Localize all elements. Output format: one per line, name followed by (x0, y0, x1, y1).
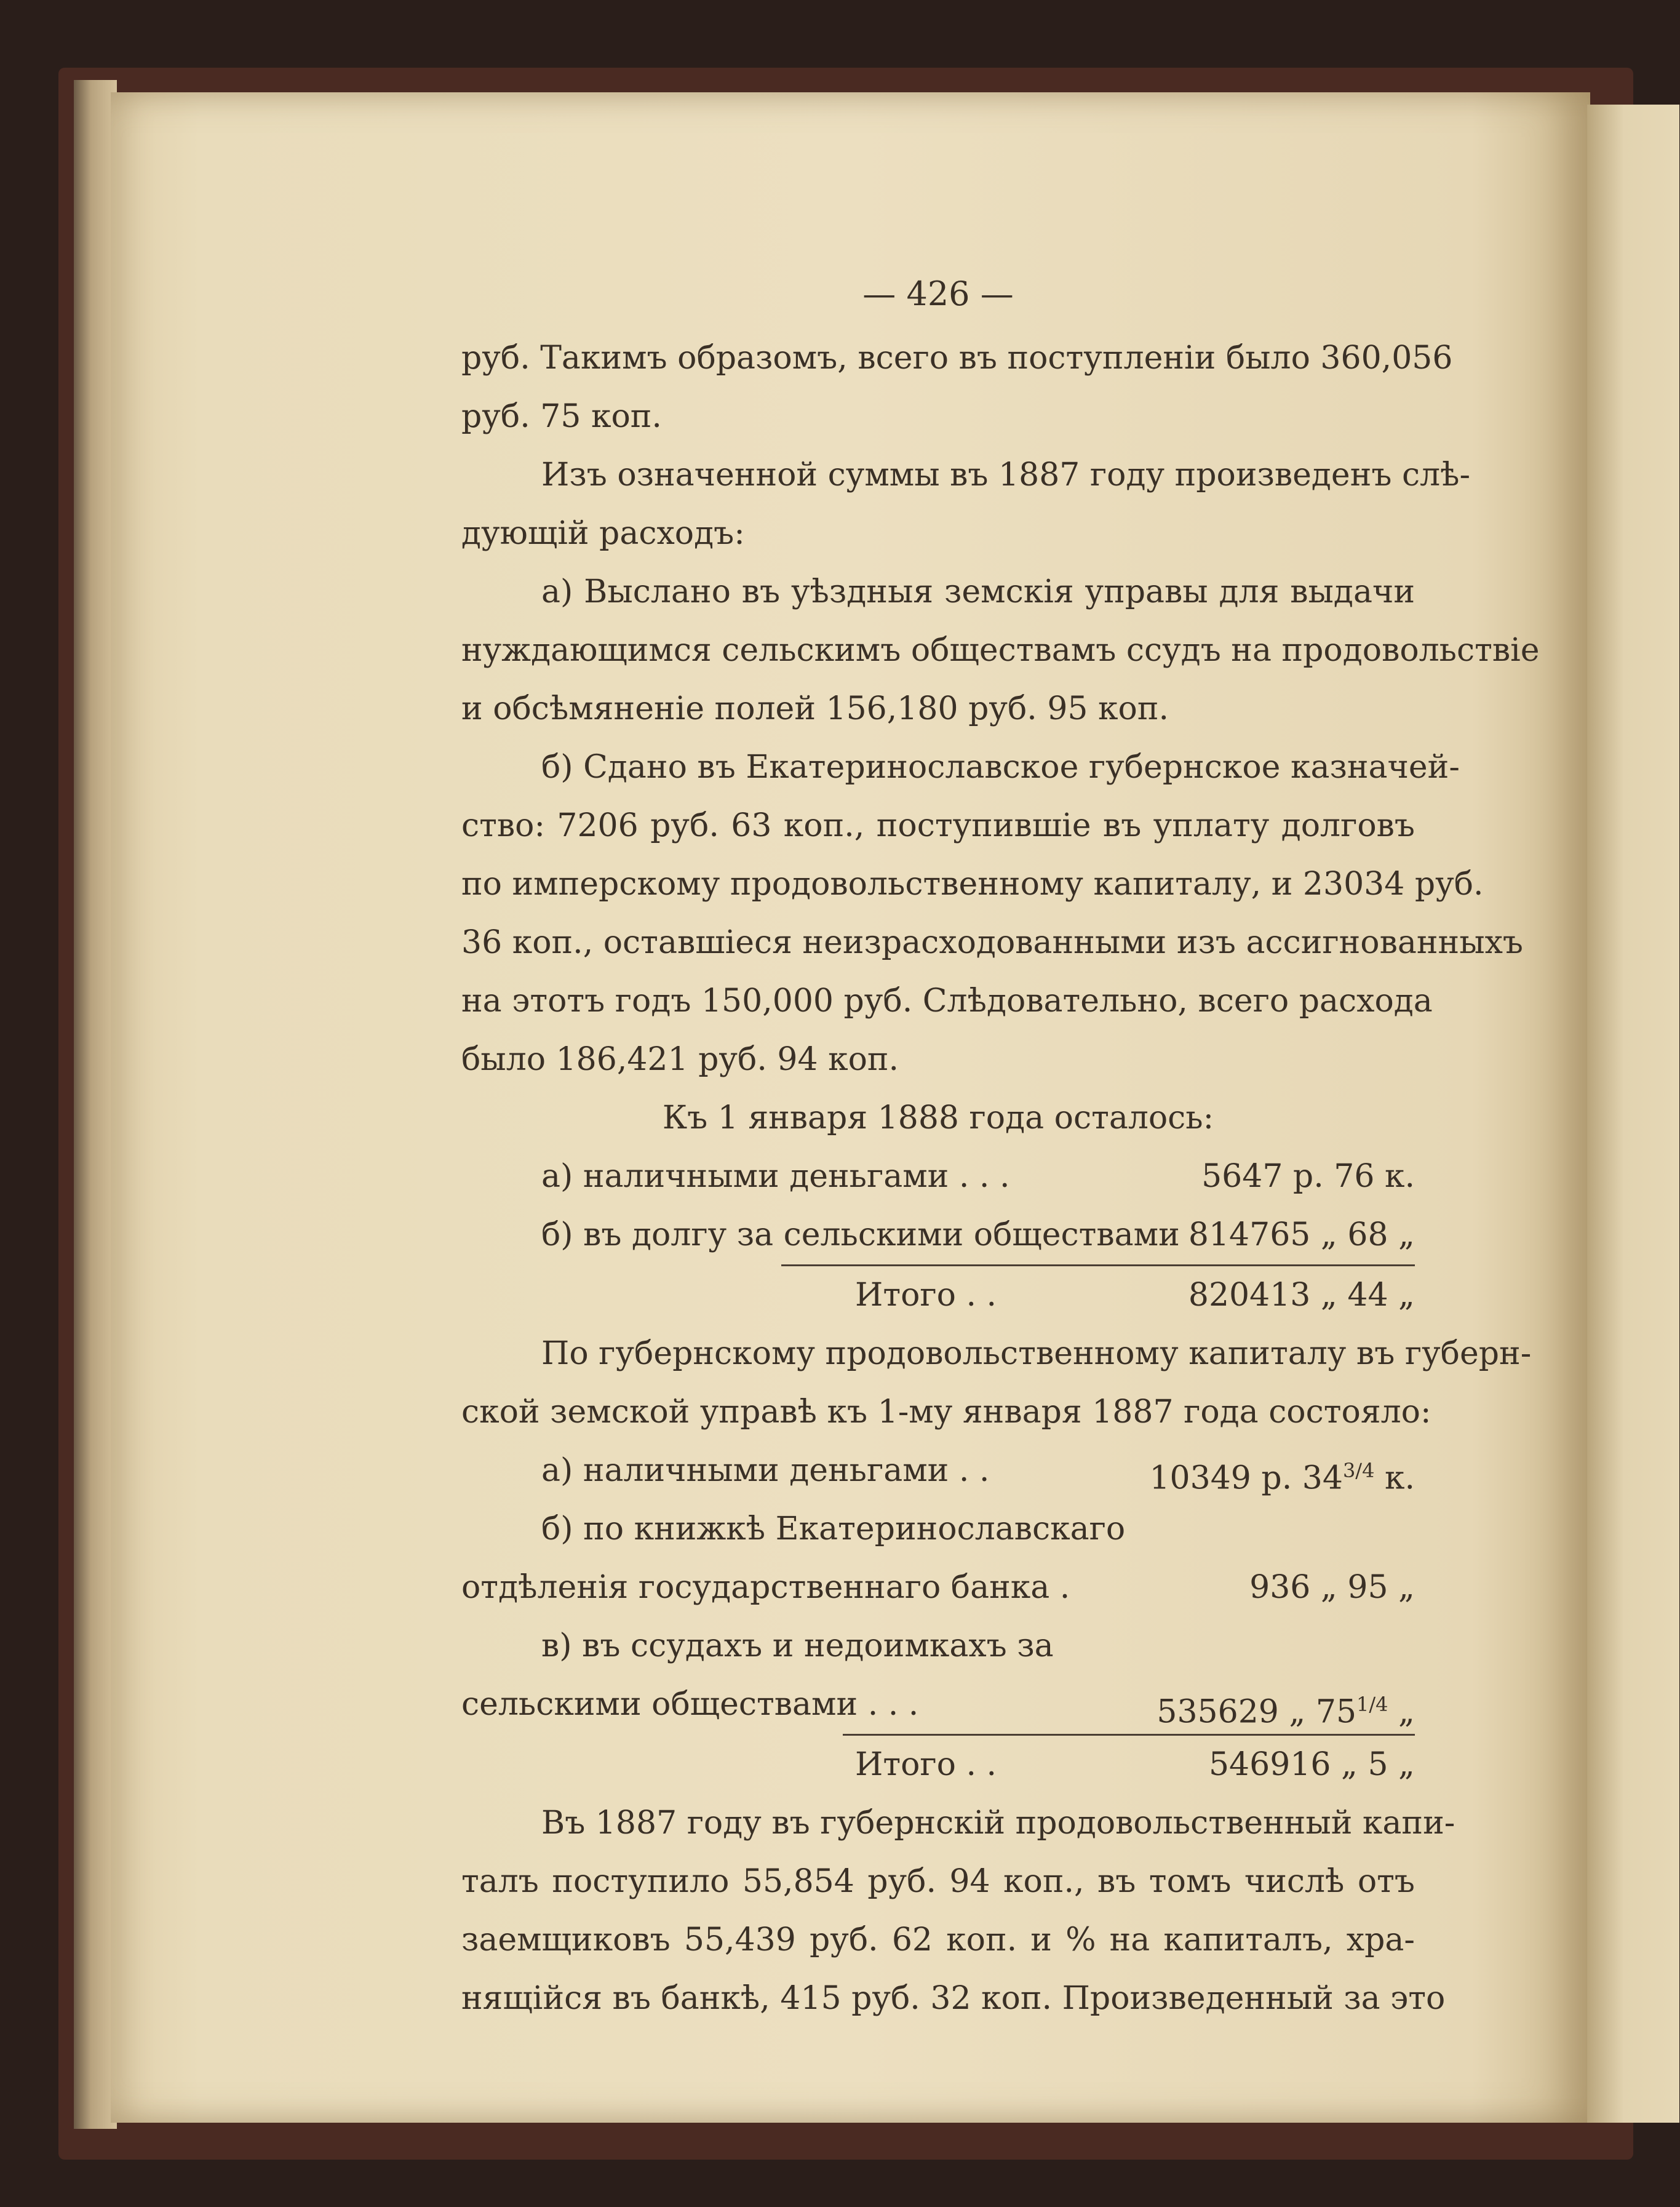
text-line: По губернскому продовольственному капиталу въ губерн- (541, 1335, 1532, 1372)
total-row (461, 1266, 1415, 1325)
total-amount: 820413 „ 44 „ (1188, 1277, 1415, 1314)
text-line: нуждающимся сельскимъ обществамъ ссудъ на продовольствіе (461, 632, 1540, 669)
row-label: отдѣленія государственнаго банка . (461, 1569, 1070, 1606)
row-label: а) наличными деньгами . . (541, 1452, 990, 1489)
row-amount: 535629 „ $75^{1/4}$ „ (1156, 1693, 1415, 1731)
text-line: заемщиковъ 55,439 руб. 62 коп. и % на капиталъ, хра- (461, 1922, 1415, 1958)
table-row (461, 1206, 1415, 1264)
total-label: Итого . . (855, 1277, 997, 1314)
row-label: сельскими обществами . . . (461, 1686, 919, 1723)
text-line: руб. 75 коп. (461, 398, 662, 435)
paragraph-3 (461, 563, 1540, 738)
text-line: дующій расходъ: (461, 515, 745, 552)
table-row (461, 1500, 1415, 1558)
text-line: талъ поступило 55,854 руб. 94 коп., въ томъ числѣ отъ (461, 1863, 1415, 1900)
facing-page-edge (1587, 105, 1679, 2123)
row-label: б) въ долгу за сельскими обществами (541, 1216, 1180, 1253)
paragraph-1 (461, 329, 1453, 446)
total-row (461, 1736, 1415, 1794)
text-line: Изъ означенной суммы въ 1887 году произведенъ слѣ- (541, 457, 1471, 493)
text-line: б) Сдано въ Екатеринославское губернское казначей- (541, 749, 1460, 786)
text-line: ство: 7206 руб. 63 коп., поступившіе въ уплату долговъ (461, 807, 1415, 844)
text-line: 36 коп., оставшіеся неизрасходованными изъ ассигнованныхъ (461, 924, 1524, 961)
balance-table-1887 (461, 1442, 1415, 1794)
row-label: а) наличными деньгами . . . (541, 1158, 1010, 1195)
row-amount: 814765 „ 68 „ (1188, 1216, 1415, 1253)
text-line: и обсѣмяненіе полей 156,180 руб. 95 коп. (461, 690, 1169, 727)
text-line: ской земской управѣ къ 1-му января 1887 года состояло: (461, 1394, 1431, 1431)
total-amount: 546916 „ 5 „ (1208, 1746, 1415, 1783)
table-row (461, 1558, 1415, 1617)
paragraph-2 (461, 446, 1471, 563)
row-label: б) по книжкѣ Екатеринославскаго (541, 1511, 1126, 1547)
text-line: а) Выслано въ уѣздныя земскія управы для выдачи (541, 573, 1415, 610)
table-row (461, 1442, 1415, 1500)
paragraph-4 (461, 738, 1524, 1089)
table-row (461, 1147, 1415, 1206)
page-number: — 426 — (862, 274, 1014, 313)
row-amount: 936 „ 95 „ (1249, 1569, 1415, 1606)
total-label: Итого . . (855, 1746, 997, 1783)
page-text (461, 265, 1540, 2028)
text-line: было 186,421 руб. 94 коп. (461, 1041, 899, 1078)
text-line: руб. Такимъ образомъ, всего въ поступленіи было 360,056 (461, 340, 1453, 377)
paragraph-5 (461, 1325, 1532, 1442)
text-line: на этотъ годъ 150,000 руб. Слѣдовательно, всего расхода (461, 983, 1433, 1020)
balance-table-1888 (461, 1147, 1415, 1325)
section-heading: Къ 1 января 1888 года осталось: (662, 1100, 1214, 1136)
table-row (461, 1675, 1415, 1734)
row-label: в) въ ссудахъ и недоимкахъ за (541, 1627, 1054, 1664)
text-line: нящійся въ банкѣ, 415 руб. 32 коп. Произведенный за это (461, 1980, 1446, 2017)
text-line: по имперскому продовольственному капиталу, и 23034 руб. (461, 866, 1484, 903)
paragraph-6 (461, 1794, 1455, 2028)
text-line: Въ 1887 году въ губернскій продовольственный капи- (541, 1805, 1455, 1842)
row-amount: 10349 р. $34^{3/4}$ к. (1149, 1459, 1415, 1497)
table-row (461, 1617, 1415, 1675)
row-amount: 5647 р. 76 к. (1201, 1158, 1415, 1195)
